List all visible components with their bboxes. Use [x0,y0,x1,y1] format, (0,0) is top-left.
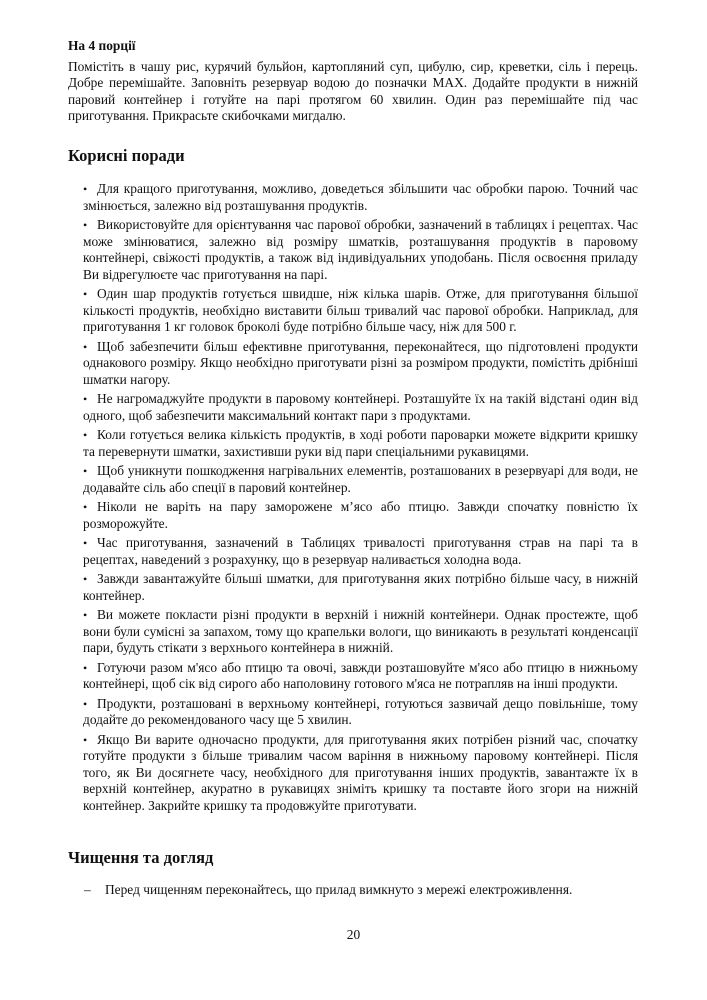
tip-text: Один шар продуктів готується швидше, ніж кілька шарів. Отже, для приготування більшої кількості продуктів, необхідно виставити більш тривалий час парової обробки. Наприклад, для приготування 1 кг головок броколі буде потрібно більше часу, ніж для 500 г. [83,286,638,334]
tips-section-title: Корисні поради [68,145,185,165]
tip-text: Коли готується велика кількість продуктів, в ході роботи пароварки можете відкрити кришку та перевернути шматки, захистивши руки від пари спеціальними рукавицями. [83,427,638,459]
tip-item [83,286,638,336]
bullet-icon: • [83,608,88,622]
bullet-icon: • [83,464,88,478]
bullet-icon: • [83,287,88,301]
tip-text: Не нагромаджуйте продукти в паровому контейнері. Розташуйте їх на такій відстані один від одного, щоб забезпечити максимальний контакт пари з продуктами. [83,391,638,423]
tip-text: Продукти, розташовані в верхньому контейнері, готуються зазвичай дещо повільніше, тому додайте до рекомендованого часу ще 5 хвилин. [83,695,638,727]
bullet-icon: • [83,696,88,711]
tip-text: Щоб забезпечити більш ефективне приготування, переконайтеся, що підготовлені продукти однакового розміру. Якщо необхідно приготувати різні за розміром продукти, помістіть дрібніші шматки нагору. [83,338,638,387]
tip-item [83,696,638,729]
tip-item [83,535,638,568]
tip-text: Ви можете покласти різні продукти в верхній і нижній контейнери. Однак простежте, щоб вони були сумісні за запахом, тому що крапельки вологи, що виникають в результаті конденсації пари, будуть стікати з верхнього контейнера в нижній. [83,607,638,655]
tip-text: Використовуйте для орієнтування час парової обробки, зазначений в таблицях і рецептах. Час може змінюватися, залежно від розміру шматків, розташування продуктів в паровому контейнері, свіжості продуктів, а також від індивідуальних уподобань. Після освоєння приладу Ви відрегулюєте час приготування на парі. [83,217,638,282]
tip-item [83,391,638,424]
bullet-icon: • [83,182,88,196]
tip-item [83,427,638,460]
tip-item [83,732,638,815]
tip-text: Час приготування, зазначений в Таблицях тривалості приготування страв на парі та в рецептах, наведений з розрахунку, що в резервуар наливається холодна вода. [83,535,638,567]
tip-text: Завжди завантажуйте більші шматки, для приготування яких потрібно більше часу, в нижній контейнер. [83,571,638,603]
tip-item [83,607,638,657]
cleaning-section-title: Чищення та догляд [68,848,214,867]
recipe-heading: На 4 порції [68,38,136,53]
tip-item [83,660,638,693]
bullet-icon: • [83,428,88,442]
bullet-icon: • [83,536,88,550]
bullet-icon: • [83,732,88,747]
bullet-icon: • [83,500,88,514]
bullet-icon: • [83,572,88,586]
dash-icon: – [84,881,91,897]
tip-item [83,339,638,389]
tip-text: Ніколи не варіть на пару заморожене м’ясо або птицю. Завжди спочатку повністю їх розморожуйте. [83,499,638,531]
recipe-text: Помістіть в чашу рис, курячий бульйон, картопляний суп, цибулю, сир, креветки, сіль і перець. Добре перемішайте. Заповніть резервуар водою до позначки MAX. Додайте продукти в нижній паровий контейнер і готуйте на парі протягом 60 хвилин. Один раз перемішайте під час приготування. Прикрасьте скибочками мигдалю. [68,58,638,123]
tip-item [83,571,638,604]
bullet-icon: • [83,218,88,232]
cleaning-item [84,882,638,899]
tip-item [83,217,638,283]
tip-item [83,499,638,532]
tip-text: Щоб уникнути пошкодження нагрівальних елементів, розташованих в резервуарі для води, не додавайте сіль або спеції в паровий контейнер. [83,463,638,495]
tip-item [83,181,638,214]
bullet-icon: • [83,392,88,406]
tip-text: Готуючи разом м'ясо або птицю та овочі, завжди розташовуйте м'ясо або птицю в нижньому контейнері, щоб сік від сирого або наполовину готового м'яса не потрапляв на інші продукти. [83,659,638,691]
page-number: 20 [346,927,361,942]
tip-text: Для кращого приготування, можливо, доведеться збільшити час обробки парою. Точний час змінюється, залежно від розташування продуктів. [83,181,638,213]
cleaning-list [68,882,638,899]
bullet-icon: • [83,660,88,675]
cleaning-text: Перед чищенням переконайтесь, що прилад вимкнуто з мережі електроживлення. [105,881,573,897]
bullet-icon: • [83,339,88,354]
tip-item [83,463,638,496]
tips-list [68,181,638,814]
tip-text: Якщо Ви варите одночасно продукти, для приготування яких потрібен різний час, спочатку готуйте продукти з більше тривалим часом варіння в нижньому паровому контейнері. Після того, як Ви досягнете часу, необхідного для приготування інших продуктів, завантажте їх в верхній контейнер, акуратно в рукавицях зніміть кришку та поставте його згори на нижній контейнер. Закрийте кришку та продовжуйте приготувати. [83,731,638,813]
